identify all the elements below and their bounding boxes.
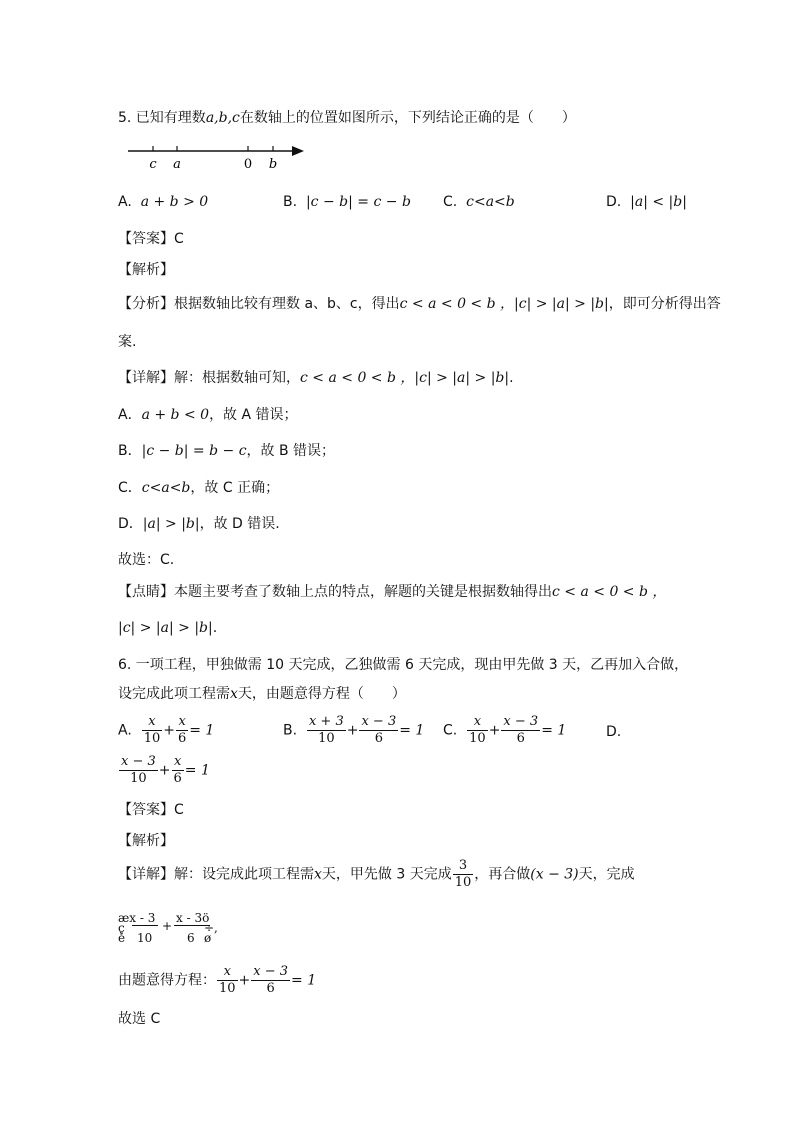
- fraction: [359, 714, 398, 747]
- numerator: x: [467, 714, 488, 731]
- label-b: b: [268, 157, 278, 172]
- q5-line-b: [118, 441, 335, 461]
- q5-line-c-post: ，故 C 正确；: [190, 480, 280, 496]
- q6-option-b-label: B.: [283, 722, 298, 739]
- q6-equation-label: 由题意得方程：: [118, 972, 216, 989]
- q6-stem2-post: 天，由题意得方程（ ）: [237, 686, 406, 702]
- label-a: a: [173, 157, 181, 172]
- plus-sign: +: [346, 722, 359, 739]
- number-line-arrow: [292, 146, 304, 156]
- equals-one: = 1: [291, 972, 317, 989]
- garble-mid-left: ç: [118, 921, 125, 935]
- q6-detail-post: 天，完成: [578, 866, 635, 883]
- denominator: 10: [454, 875, 472, 890]
- q5-line-d: [118, 514, 280, 534]
- q5-answer: 【答案】C: [118, 231, 184, 247]
- garble-bottom-left: è: [118, 931, 126, 945]
- denominator: 6: [177, 731, 187, 746]
- q5-stem-pre: 5. 已知有理数: [118, 110, 206, 126]
- equals-one: = 1: [541, 722, 567, 739]
- q5-dianjing-end: .: [212, 620, 218, 636]
- q5-option-c: [443, 192, 515, 212]
- q5-line-c-pre: C．: [118, 480, 142, 496]
- numerator: x: [176, 714, 188, 731]
- q5-stem-post: 在数轴上的位置如图所示，下列结论正确的是（ ）: [239, 110, 576, 126]
- q5-option-a-expr: a + b > 0: [140, 194, 209, 210]
- q6-detail-paren: (x − 3): [530, 866, 579, 883]
- q5-option-b-expr: |c − b| = c − b: [305, 194, 411, 210]
- numerator: x: [142, 714, 163, 731]
- numerator: 3: [453, 858, 474, 875]
- q6-option-d-label: D.: [606, 724, 622, 740]
- q6-option-a-label: A.: [118, 722, 132, 739]
- q5-detail: [118, 368, 514, 388]
- q6-option-c-label: C.: [443, 722, 458, 739]
- q5-fenxi-math: c < a < 0 < b ，|c| > |a| > |b|: [399, 296, 609, 312]
- q5-line-b-pre: B．: [118, 443, 142, 459]
- q5-line-a: [118, 405, 298, 425]
- plus-sign: +: [163, 722, 175, 739]
- label-0: 0: [243, 157, 253, 172]
- garble-bar-1: [132, 925, 158, 926]
- plus-sign: +: [158, 762, 171, 779]
- q5-analysis-title: 【解析】: [118, 262, 174, 278]
- q6-stem-line2: [118, 684, 406, 704]
- q6-stem-line1: 6. 一项工程，甲独做需 10 天完成，乙独做需 6 天完成，现由甲先做 3 天，乙再加入合做，: [118, 657, 689, 673]
- label-c: c: [149, 157, 157, 172]
- q6-choose: 故选 C: [118, 1011, 161, 1027]
- q5-fenxi: [118, 294, 721, 314]
- fraction: [119, 754, 158, 787]
- garble-mid-right: ÷,: [204, 921, 218, 935]
- equals-one: = 1: [189, 722, 215, 739]
- q5-choose: 故选：C.: [118, 552, 175, 568]
- q5-line-a-post: ，故 A 错误；: [209, 407, 298, 423]
- denominator: 6: [374, 731, 383, 746]
- q5-line-a-pre: A．: [118, 407, 142, 423]
- q5-dianjing-math2: |c| > |a| > |b|: [118, 620, 213, 636]
- garble-bottom-right: ø: [204, 931, 212, 945]
- q5-fenxi-pre: 【分析】根据数轴比较有理数 a、b、c，得出: [118, 296, 400, 312]
- numerator: x + 3: [308, 714, 344, 729]
- fraction: [176, 714, 188, 747]
- numerator: x: [172, 754, 184, 771]
- denominator: 6: [266, 981, 275, 996]
- number-line: [126, 138, 306, 172]
- fraction: [172, 754, 184, 787]
- fraction: [217, 964, 238, 997]
- q6-detail: [118, 858, 635, 891]
- q5-line-a-math: a + b < 0: [141, 407, 210, 423]
- denominator: 10: [469, 731, 486, 746]
- q5-stem-vars: a,b,c: [205, 110, 240, 126]
- garble-six: 6: [187, 931, 195, 945]
- q5-line-b-math: |c − b| = b − c: [141, 443, 247, 459]
- q5-option-c-label: C.: [443, 194, 458, 210]
- q5-line-d-pre: D．: [118, 516, 143, 532]
- garble-ten: 10: [137, 931, 153, 945]
- numerator: x − 3: [253, 964, 289, 979]
- fraction: [453, 858, 474, 891]
- denominator: 10: [219, 981, 236, 996]
- denominator: 6: [516, 731, 525, 746]
- garble-plus: +: [162, 919, 173, 933]
- garble-num2: x - 3ö: [176, 911, 210, 925]
- q5-detail-end: .: [509, 370, 514, 386]
- q5-line-c-math: c<a<b: [141, 480, 191, 496]
- q5-line-d-post: ，故 D 错误.: [199, 516, 280, 532]
- q5-option-b: [283, 192, 411, 212]
- q5-option-b-label: B.: [283, 194, 298, 210]
- q6-option-b: [283, 714, 424, 747]
- q5-option-d-label: D.: [606, 194, 622, 210]
- numerator: x − 3: [361, 714, 397, 729]
- fraction: [307, 714, 346, 747]
- numerator: x − 3: [121, 754, 156, 769]
- q6-detail-mid2: ，再合做: [474, 866, 531, 883]
- equals-one: = 1: [399, 722, 425, 739]
- q5-line-c: [118, 478, 279, 498]
- q6-stem2-pre: 设完成此项工程需: [118, 686, 230, 702]
- q5-stem: [118, 108, 576, 128]
- q6-garbled-expression: [118, 908, 238, 948]
- q6-analysis-title: 【解析】: [118, 833, 174, 849]
- q5-line-b-post: ，故 B 错误；: [246, 443, 336, 459]
- equals-one: = 1: [184, 762, 210, 779]
- fraction: [251, 964, 290, 997]
- denominator: 10: [318, 731, 335, 746]
- q5-detail-math: c < a < 0 < b ，|c| > |a| > |b|: [300, 370, 510, 386]
- q6-stem2-var: x: [230, 686, 238, 702]
- denominator: 10: [130, 771, 147, 786]
- denominator: 6: [173, 771, 182, 786]
- numerator: x − 3: [503, 714, 539, 729]
- fraction: [142, 714, 163, 747]
- q5-fenxi-cont: 案.: [118, 334, 137, 350]
- fraction: [501, 714, 540, 747]
- plus-sign: +: [238, 972, 251, 989]
- q5-detail-pre: 【详解】解：根据数轴可知，: [118, 370, 300, 386]
- q6-option-c: [443, 714, 566, 747]
- q6-option-a: [118, 714, 214, 747]
- fraction: [467, 714, 488, 747]
- garble-top: æx - 3: [118, 911, 156, 925]
- q5-dianjing-pre: 【点睛】本题主要考查了数轴上点的特点，解题的关键是根据数轴得出: [118, 584, 552, 600]
- q5-line-d-math: |a| > |b|: [142, 516, 200, 532]
- q5-option-d-expr: |a| < |b|: [630, 194, 687, 210]
- q5-option-a: [118, 192, 208, 212]
- q5-dianjing: [118, 582, 666, 602]
- q5-dianjing-math1: c < a < 0 < b ，: [552, 584, 667, 600]
- q5-dianjing-cont: [118, 618, 217, 638]
- plus-sign: +: [488, 722, 501, 739]
- q6-detail-var: x: [314, 866, 322, 883]
- q5-option-a-label: A.: [118, 194, 132, 210]
- q6-answer: 【答案】C: [118, 802, 184, 818]
- q5-option-d: [606, 192, 687, 212]
- q6-equation: [118, 964, 316, 997]
- numerator: x: [217, 964, 238, 981]
- denominator: 10: [143, 731, 161, 746]
- q6-detail-pre: 【详解】解：设完成此项工程需: [118, 866, 314, 883]
- q5-fenxi-post: ，即可分析得出答: [608, 296, 721, 312]
- q5-option-c-expr: c<a<b: [466, 194, 515, 210]
- q6-detail-mid: 天，甲先做 3 天完成: [321, 866, 452, 883]
- q6-option-d: [118, 754, 210, 787]
